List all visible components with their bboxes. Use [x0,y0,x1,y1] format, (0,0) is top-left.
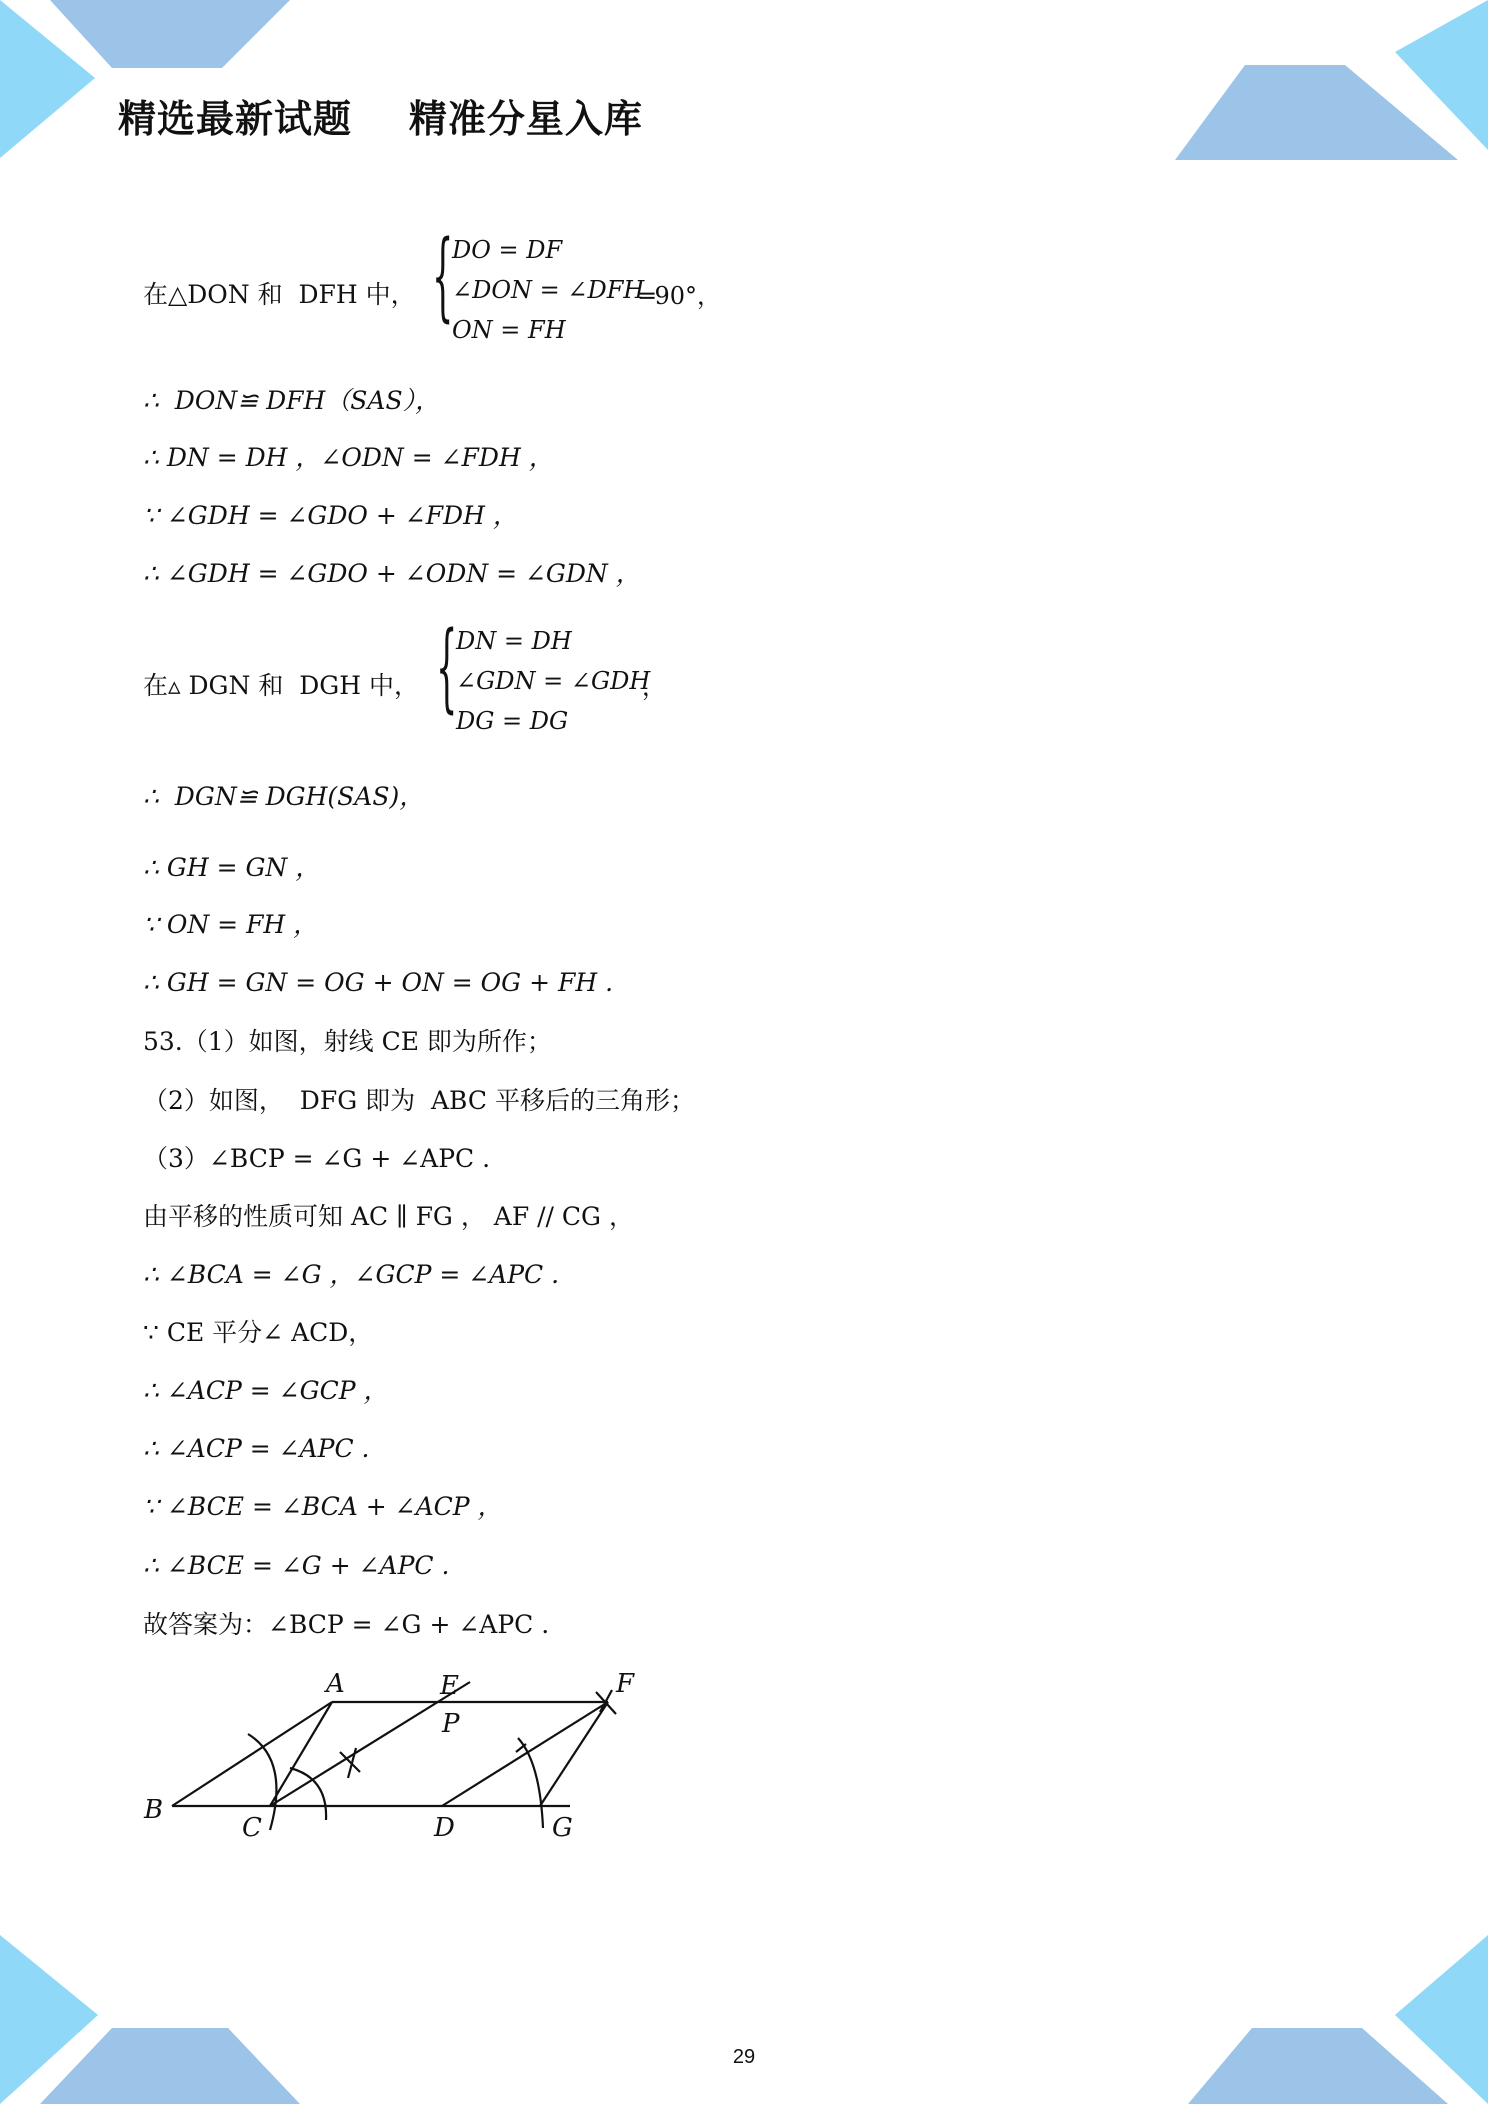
system-row: ∠GDN = ∠GDH [456,667,651,695]
system-row: ON = FH [452,316,566,344]
proof-line: ∴ ∠BCA = ∠G ，∠GCP = ∠APC . [143,1260,560,1289]
proof-line: ∴ GH = GN = OG + ON = OG + FH . [143,968,614,997]
segment-CA [270,1702,332,1806]
proof-line: ∴ GH = GN ， [143,853,321,882]
left-brace-icon: { [436,611,458,723]
segment-BA [172,1702,332,1806]
system-tail: ， [642,673,666,701]
system-row: DG = DG [456,707,569,735]
label-D: D [434,1813,455,1843]
deco-bottom-right-trapezoid [1188,2028,1448,2104]
proof-line: ∵ ∠BCE = ∠BCA + ∠ACP ， [143,1492,503,1521]
proof-line: 由平移的性质可知 AC ∥ FG ， AF // CG ， [143,1202,634,1231]
proof-line: ∴ DGN≌ DGH(SAS)， [143,782,425,811]
label-A: A [326,1669,345,1699]
system-row: DO = DF [452,236,563,264]
answer-line: 故答案为：∠BCP = ∠G + ∠APC . [143,1610,550,1639]
header-title: 精选最新试题 精准分星入库 [118,97,643,141]
proof-line: ∴ ∠ACP = ∠APC . [143,1434,370,1463]
proof-line: ∴ ∠GDH = ∠GDO + ∠ODN = ∠GDN ， [143,559,641,588]
page-number: 29 [732,2046,756,2068]
problem-53-part-2: （2）如图， DFG 即为 ABC 平移后的三角形； [143,1086,695,1115]
label-B: B [144,1795,164,1825]
label-C: C [242,1813,262,1843]
proof-line: ∵ ON = FH ， [143,910,319,939]
system-row: DN = DH [456,627,572,655]
geometry-figure [130,1660,660,1860]
proof-line: ∴ ∠ACP = ∠GCP ， [143,1376,389,1405]
problem-53-part-1: 53.（1）如图，射线 CE 即为所作； [143,1027,552,1056]
proof-line: ∴ DON≌ DFH（SAS）， [143,386,441,415]
proof-line: ∵ ∠GDH = ∠GDO + ∠FDH ， [143,501,518,530]
problem-53-part-3: （3）∠BCP = ∠G + ∠APC . [143,1144,491,1173]
label-F: F [616,1669,635,1699]
system-tail: ═90°， [640,282,721,310]
left-brace-icon: { [432,220,454,332]
label-E: E [440,1671,459,1701]
system-label: 在△DON 和 DFH 中， [143,280,416,309]
system-label: 在▵ DGN 和 DGH 中， [143,671,419,700]
label-G: G [552,1813,573,1843]
deco-bottom-left-trapezoid [40,2028,300,2104]
proof-line: ∴ ∠BCE = ∠G + ∠APC . [143,1551,450,1580]
segment-GF [540,1702,608,1806]
system-row: ∠DON = ∠DFH [452,276,645,304]
deco-top-left-trapezoid [50,0,290,68]
cross-mark [348,1748,356,1778]
segment-DF [442,1702,608,1806]
proof-line: ∴ DN = DH ，∠ODN = ∠FDH ， [143,443,554,472]
proof-line: ∵ CE 平分∠ ACD， [143,1318,374,1347]
deco-top-right-trapezoid [1175,65,1458,160]
label-P: P [442,1709,460,1739]
